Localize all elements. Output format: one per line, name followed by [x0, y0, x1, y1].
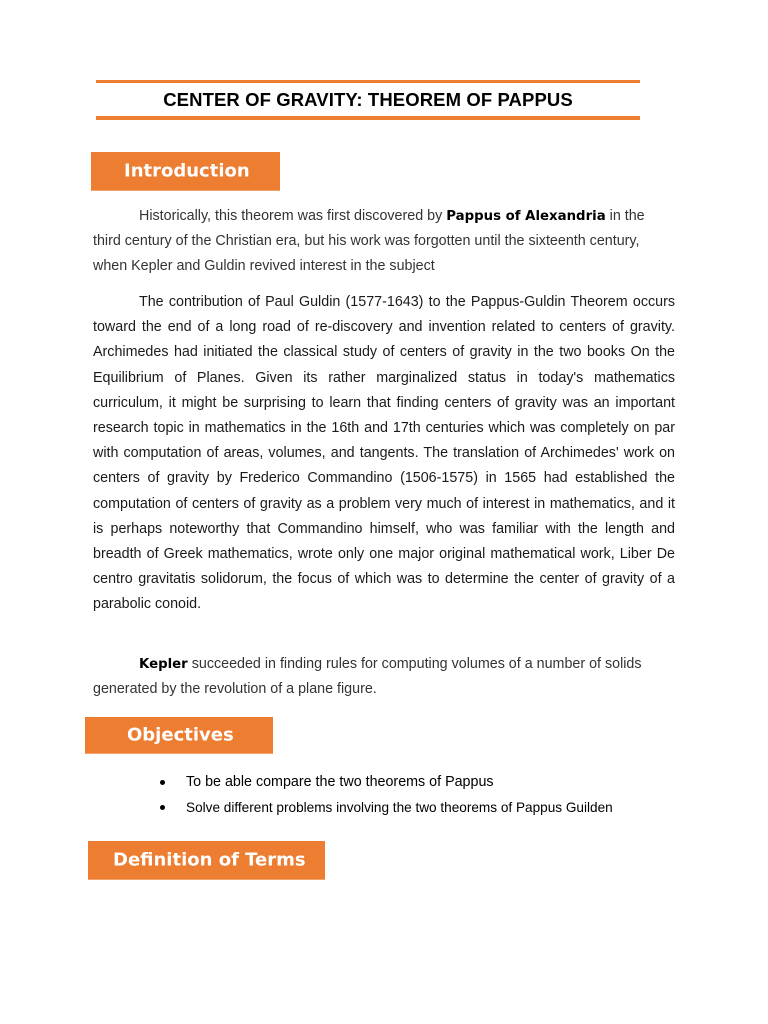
- intro-paragraph-3: [93, 652, 675, 702]
- page-title: CENTER OF GRAVITY: THEOREM OF PAPPUS: [163, 89, 573, 110]
- objective-text: To be able compare the two theorems of Pappus: [186, 774, 494, 790]
- intro-p1-text-start: Historically, this theorem was first discovered by: [139, 208, 447, 224]
- pappus-of-alexandria-bold: Pappus of Alexandria: [446, 209, 606, 224]
- bullet-icon: [160, 780, 165, 785]
- definition-of-terms-heading: [88, 841, 325, 879]
- intro-paragraph-1: [93, 204, 675, 280]
- objectives-heading: [85, 717, 273, 753]
- introduction-heading: [91, 152, 280, 190]
- introduction-heading-label: Introduction: [124, 160, 250, 182]
- intro-p3-text: succeeded in finding rules for computing volumes of a number of solids generated by the revolution of a plane figure.: [93, 656, 642, 698]
- objective-text: Solve different problems involving the two theorems of Pappus Guilden: [186, 800, 613, 815]
- bullet-icon: [160, 805, 165, 810]
- title-banner: [96, 80, 640, 120]
- list-item: [160, 770, 613, 795]
- definition-heading-label: Definition of Terms: [113, 849, 306, 871]
- intro-paragraph-2: [93, 290, 675, 618]
- kepler-bold: Kepler: [139, 657, 188, 672]
- intro-p1-text-end: in the third century of the Christian era, but his work was forgotten until the sixteenth century, when Kepler and Guldin revived interest in the subject: [93, 208, 645, 275]
- objectives-heading-label: Objectives: [127, 724, 234, 746]
- list-item: [160, 795, 613, 820]
- intro-p2-text: The contribution of Paul Guldin (1577-1643) to the Pappus-Guldin Theorem occurs toward the end of a long road of re-discovery and invention related to centers of gravity. Archimedes had initiated the classical study of centers of gravity in the two books On the Equilibrium of Planes. Given its rather marginalized status in today's mathematics curriculum, it might be surprising to learn that finding centers of gravity was an important research topic in mathematics in the 16th and 17th centuries which was completely on par with computation of areas, volumes, and tangents. The translation of Archimedes' work on centers of gravity by Frederico Commandino (1506-1575) in 1565 had established the computation of centers of gravity as a problem very much of interest in mathematics, and it is perhaps noteworthy that Commandino himself, who was familiar with the length and breadth of Greek mathematics, wrote only one major original mathematical work, Liber De centro gravitatis solidorum, the focus of which was to determine the center of gravity of a parabolic conoid.: [93, 294, 675, 613]
- objectives-list: [160, 770, 613, 820]
